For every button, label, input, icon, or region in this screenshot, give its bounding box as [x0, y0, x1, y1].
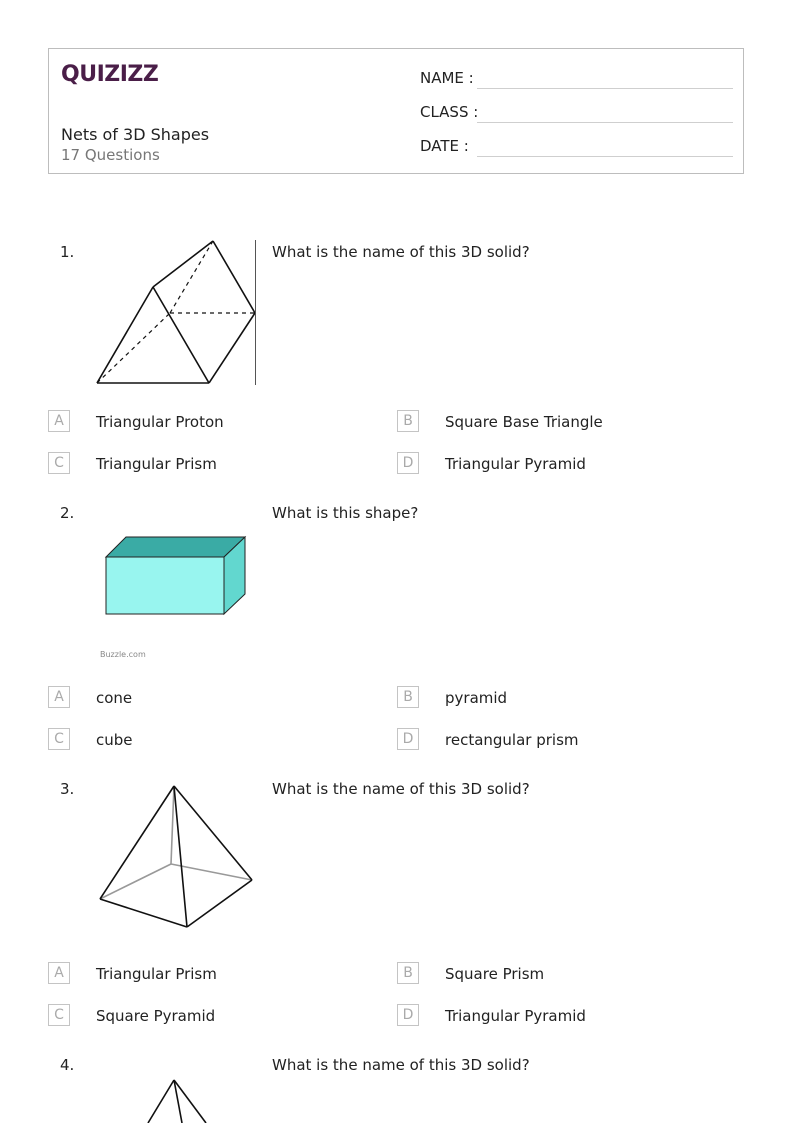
- question-2-text: What is this shape?: [272, 504, 419, 522]
- class-field[interactable]: [420, 103, 478, 121]
- question-1-text: What is the name of this 3D solid?: [272, 243, 530, 261]
- q3-option-b-box[interactable]: B: [397, 962, 419, 984]
- question-2-number: 2.: [60, 504, 75, 522]
- q3-option-a-text[interactable]: Triangular Prism: [96, 965, 217, 983]
- date-field[interactable]: [420, 137, 469, 155]
- q1-option-a-box[interactable]: A: [48, 410, 70, 432]
- question-3-number: 3.: [60, 780, 75, 798]
- q3-option-a-box[interactable]: A: [48, 962, 70, 984]
- triangular-prism-image: [90, 235, 265, 390]
- name-label: NAME :: [420, 69, 474, 87]
- question-4-number: 4.: [60, 1056, 75, 1074]
- q2-option-b-text[interactable]: pyramid: [445, 689, 508, 707]
- q1-option-b-text[interactable]: Square Base Triangle: [445, 413, 603, 431]
- q1-option-b-box[interactable]: B: [397, 410, 419, 432]
- q2-option-a-text[interactable]: cone: [96, 689, 133, 707]
- q2-option-d-box[interactable]: D: [397, 728, 419, 750]
- q3-option-d-text[interactable]: Triangular Pyramid: [445, 1007, 586, 1025]
- image-divider: [255, 240, 256, 385]
- q1-option-c-box[interactable]: C: [48, 452, 70, 474]
- q1-option-d-text[interactable]: Triangular Pyramid: [445, 455, 586, 473]
- q1-option-c-text[interactable]: Triangular Prism: [96, 455, 217, 473]
- question-1-number: 1.: [60, 243, 75, 261]
- name-line[interactable]: [477, 88, 733, 89]
- rectangular-prism-image: [100, 532, 250, 622]
- q2-option-c-text[interactable]: cube: [96, 731, 133, 749]
- q2-option-b-box[interactable]: B: [397, 686, 419, 708]
- quizizz-logo: [61, 57, 161, 87]
- worksheet-title: Nets of 3D Shapes: [61, 125, 210, 144]
- q3-option-b-text[interactable]: Square Prism: [445, 965, 545, 983]
- q2-option-a-box[interactable]: A: [48, 686, 70, 708]
- q2-option-c-box[interactable]: C: [48, 728, 70, 750]
- square-pyramid-image: [95, 780, 260, 935]
- question-count: 17 Questions: [61, 146, 160, 164]
- q1-option-a-text[interactable]: Triangular Proton: [96, 413, 224, 431]
- q3-option-c-box[interactable]: C: [48, 1004, 70, 1026]
- name-field[interactable]: [420, 69, 474, 87]
- pyramid-image-partial: [140, 1075, 220, 1123]
- q1-option-d-box[interactable]: D: [397, 452, 419, 474]
- question-4-text: What is the name of this 3D solid?: [272, 1056, 530, 1074]
- logo-text: QUIZIZZ: [61, 62, 159, 87]
- date-label: DATE :: [420, 137, 469, 155]
- question-3-text: What is the name of this 3D solid?: [272, 780, 530, 798]
- q3-option-d-box[interactable]: D: [397, 1004, 419, 1026]
- date-line[interactable]: [477, 156, 733, 157]
- q2-option-d-text[interactable]: rectangular prism: [445, 731, 579, 749]
- class-line[interactable]: [477, 122, 733, 123]
- q3-option-c-text[interactable]: Square Pyramid: [96, 1007, 216, 1025]
- class-label: CLASS :: [420, 103, 479, 121]
- image-credit: Buzzle.com: [100, 650, 146, 659]
- worksheet-header: [48, 48, 744, 174]
